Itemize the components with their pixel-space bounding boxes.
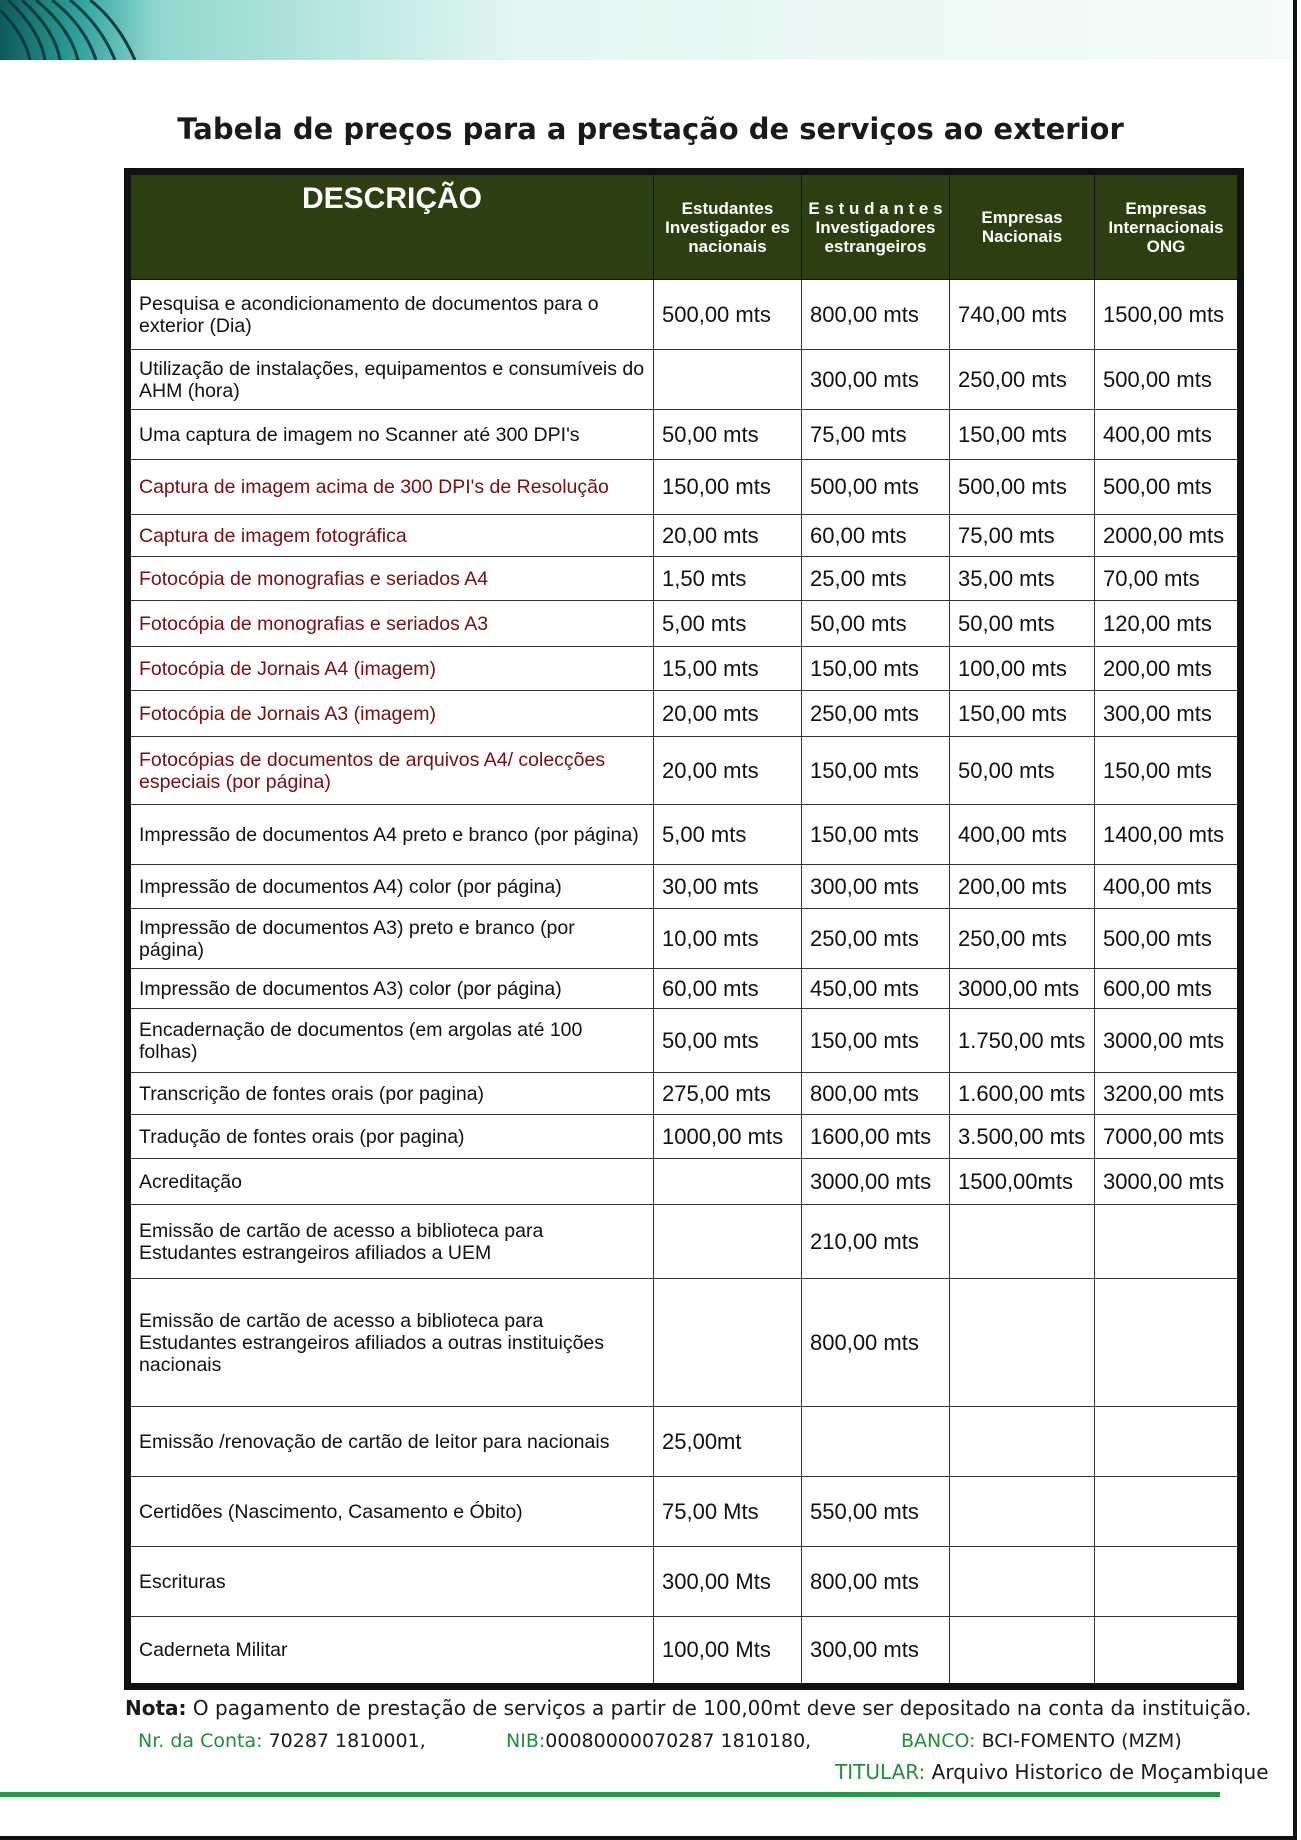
price-students-foreign: 150,00 mts — [802, 647, 950, 691]
price-students-foreign: 250,00 mts — [802, 691, 950, 737]
price-students-foreign: 800,00 mts — [802, 1279, 950, 1407]
price-companies-national — [950, 1617, 1095, 1687]
row-description: Impressão de documentos A4) color (por página) — [128, 865, 654, 909]
price-companies-national: 250,00 mts — [950, 350, 1095, 410]
price-students-foreign: 300,00 mts — [802, 1617, 950, 1687]
row-description: Acreditação — [128, 1159, 654, 1205]
price-companies-national: 100,00 mts — [950, 647, 1095, 691]
footer-divider — [0, 1792, 1220, 1797]
table-row — [128, 1205, 1241, 1279]
price-students-foreign: 60,00 mts — [802, 515, 950, 557]
price-students-foreign: 150,00 mts — [802, 1009, 950, 1073]
price-companies-national: 200,00 mts — [950, 865, 1095, 909]
account-holder — [835, 1760, 1269, 1784]
row-description: Escrituras — [128, 1547, 654, 1617]
row-description: Certidões (Nascimento, Casamento e Óbito) — [128, 1477, 654, 1547]
nib-value: 00080000070287 1810180, — [545, 1730, 812, 1752]
price-companies-national — [950, 1407, 1095, 1477]
table-row — [128, 601, 1241, 647]
bank-label: BANCO: — [901, 1730, 976, 1752]
price-students-foreign: 550,00 mts — [802, 1477, 950, 1547]
note-text: O pagamento de prestação de serviços a partir de 100,00mt deve ser depositado na conta da instituição. — [186, 1696, 1252, 1720]
price-companies-international — [1095, 1205, 1241, 1279]
price-students-foreign: 300,00 mts — [802, 865, 950, 909]
row-description: Emissão de cartão de acesso a biblioteca para Estudantes estrangeiros afiliados a UEM — [128, 1205, 654, 1279]
price-students-national: 5,00 mts — [654, 805, 802, 865]
price-students-foreign: 50,00 mts — [802, 601, 950, 647]
table-row — [128, 410, 1241, 460]
price-companies-national: 75,00 mts — [950, 515, 1095, 557]
price-students-national — [654, 1279, 802, 1407]
price-companies-international: 150,00 mts — [1095, 737, 1241, 805]
price-companies-national: 50,00 mts — [950, 737, 1095, 805]
price-companies-international: 3000,00 mts — [1095, 1009, 1241, 1073]
price-companies-national: 50,00 mts — [950, 601, 1095, 647]
price-companies-international — [1095, 1617, 1241, 1687]
price-students-foreign: 3000,00 mts — [802, 1159, 950, 1205]
price-companies-national: 250,00 mts — [950, 909, 1095, 969]
payment-note — [125, 1696, 1251, 1720]
page-title: Tabela de preços para a prestação de serviços ao exterior — [177, 112, 1124, 146]
price-students-national: 5,00 mts — [654, 601, 802, 647]
row-description: Utilização de instalações, equipamentos e consumíveis do AHM (hora) — [128, 350, 654, 410]
price-companies-national: 1.750,00 mts — [950, 1009, 1095, 1073]
row-description: Uma captura de imagem no Scanner até 300 DPI's — [128, 410, 654, 460]
price-students-national — [654, 350, 802, 410]
price-companies-international: 400,00 mts — [1095, 865, 1241, 909]
price-students-national: 30,00 mts — [654, 865, 802, 909]
price-companies-international: 70,00 mts — [1095, 557, 1241, 601]
price-students-foreign: 800,00 mts — [802, 1547, 950, 1617]
holder-label: TITULAR: — [835, 1760, 926, 1784]
price-students-national: 15,00 mts — [654, 647, 802, 691]
header-band — [0, 0, 1293, 60]
nib-label: NIB: — [506, 1730, 546, 1752]
price-companies-national: 400,00 mts — [950, 805, 1095, 865]
price-companies-national — [950, 1547, 1095, 1617]
table-row — [128, 865, 1241, 909]
table-row — [128, 1159, 1241, 1205]
price-students-foreign: 800,00 mts — [802, 280, 950, 350]
price-students-national: 500,00 mts — [654, 280, 802, 350]
table-row — [128, 460, 1241, 515]
table-body — [128, 280, 1241, 1687]
price-students-national: 1000,00 mts — [654, 1115, 802, 1159]
row-description: Captura de imagem fotográfica — [128, 515, 654, 557]
header-companies-international: Empresas Internacionais ONG — [1095, 172, 1241, 280]
price-students-foreign: 150,00 mts — [802, 805, 950, 865]
price-companies-national: 740,00 mts — [950, 280, 1095, 350]
row-description: Caderneta Militar — [128, 1617, 654, 1687]
price-companies-international: 7000,00 mts — [1095, 1115, 1241, 1159]
price-companies-international: 500,00 mts — [1095, 350, 1241, 410]
price-students-foreign — [802, 1407, 950, 1477]
price-companies-international — [1095, 1407, 1241, 1477]
price-students-national: 150,00 mts — [654, 460, 802, 515]
price-companies-international: 1400,00 mts — [1095, 805, 1241, 865]
price-students-foreign: 1600,00 mts — [802, 1115, 950, 1159]
price-companies-international: 400,00 mts — [1095, 410, 1241, 460]
price-students-foreign: 25,00 mts — [802, 557, 950, 601]
price-companies-international — [1095, 1279, 1241, 1407]
row-description: Transcrição de fontes orais (por pagina) — [128, 1073, 654, 1115]
header-companies-national: Empresas Nacionais — [950, 172, 1095, 280]
header-descricao: DESCRIÇÃO — [128, 172, 654, 280]
price-companies-national: 1500,00mts — [950, 1159, 1095, 1205]
table-row — [128, 1407, 1241, 1477]
table-row — [128, 909, 1241, 969]
row-description: Captura de imagem acima de 300 DPI's de Resolução — [128, 460, 654, 515]
price-students-national: 20,00 mts — [654, 737, 802, 805]
bank-value: BCI-FOMENTO (MZM) — [975, 1730, 1182, 1752]
price-companies-international: 3000,00 mts — [1095, 1159, 1241, 1205]
note-label: Nota: — [125, 1696, 187, 1720]
price-companies-national — [950, 1205, 1095, 1279]
price-companies-international: 600,00 mts — [1095, 969, 1241, 1009]
table-row — [128, 1617, 1241, 1687]
row-description: Emissão /renovação de cartão de leitor para nacionais — [128, 1407, 654, 1477]
price-companies-international: 500,00 mts — [1095, 460, 1241, 515]
table-row — [128, 1279, 1241, 1407]
price-students-national: 75,00 Mts — [654, 1477, 802, 1547]
price-students-national: 10,00 mts — [654, 909, 802, 969]
table-row — [128, 737, 1241, 805]
table-row — [128, 969, 1241, 1009]
price-students-foreign: 450,00 mts — [802, 969, 950, 1009]
price-students-national: 300,00 Mts — [654, 1547, 802, 1617]
account-number — [138, 1730, 426, 1752]
price-companies-national: 150,00 mts — [950, 691, 1095, 737]
price-students-foreign: 210,00 mts — [802, 1205, 950, 1279]
account-label: Nr. da Conta: — [138, 1730, 263, 1752]
row-description: Fotocópia de monografias e seriados A4 — [128, 557, 654, 601]
price-students-national: 50,00 mts — [654, 1009, 802, 1073]
table-row — [128, 280, 1241, 350]
table-row — [128, 691, 1241, 737]
bank-name — [901, 1730, 1182, 1752]
row-description: Fotocópia de monografias e seriados A3 — [128, 601, 654, 647]
price-students-national: 20,00 mts — [654, 515, 802, 557]
price-companies-international: 300,00 mts — [1095, 691, 1241, 737]
table-row — [128, 1547, 1241, 1617]
price-companies-international: 3200,00 mts — [1095, 1073, 1241, 1115]
price-companies-international — [1095, 1477, 1241, 1547]
price-students-foreign: 75,00 mts — [802, 410, 950, 460]
price-companies-international: 2000,00 mts — [1095, 515, 1241, 557]
nib-number — [506, 1730, 811, 1752]
row-description: Tradução de fontes orais (por pagina) — [128, 1115, 654, 1159]
table-row — [128, 1477, 1241, 1547]
row-description: Emissão de cartão de acesso a biblioteca para Estudantes estrangeiros afiliados a outras instituições nacionais — [128, 1279, 654, 1407]
price-table — [124, 168, 1244, 1690]
row-description: Impressão de documentos A3) preto e branco (por página) — [128, 909, 654, 969]
table-row — [128, 1115, 1241, 1159]
price-students-national: 275,00 mts — [654, 1073, 802, 1115]
row-description: Fotocópia de Jornais A4 (imagem) — [128, 647, 654, 691]
price-companies-national: 35,00 mts — [950, 557, 1095, 601]
price-companies-international: 200,00 mts — [1095, 647, 1241, 691]
price-companies-national: 500,00 mts — [950, 460, 1095, 515]
decorative-stripes — [0, 0, 150, 60]
price-students-foreign: 150,00 mts — [802, 737, 950, 805]
row-description: Fotocópia de Jornais A3 (imagem) — [128, 691, 654, 737]
price-students-national — [654, 1159, 802, 1205]
table-row — [128, 805, 1241, 865]
price-students-national: 60,00 mts — [654, 969, 802, 1009]
table-row — [128, 350, 1241, 410]
price-companies-national: 150,00 mts — [950, 410, 1095, 460]
price-companies-international: 120,00 mts — [1095, 601, 1241, 647]
table-row — [128, 515, 1241, 557]
table-row — [128, 557, 1241, 601]
table-row — [128, 647, 1241, 691]
header-students-national: Estudantes Investigador es nacionais — [654, 172, 802, 280]
row-description: Impressão de documentos A4 preto e branco (por página) — [128, 805, 654, 865]
row-description: Encadernação de documentos (em argolas até 100 folhas) — [128, 1009, 654, 1073]
price-companies-national — [950, 1477, 1095, 1547]
price-companies-international: 500,00 mts — [1095, 909, 1241, 969]
price-students-national: 50,00 mts — [654, 410, 802, 460]
table-row — [128, 1009, 1241, 1073]
price-students-national: 25,00mt — [654, 1407, 802, 1477]
price-companies-national: 1.600,00 mts — [950, 1073, 1095, 1115]
price-companies-national: 3000,00 mts — [950, 969, 1095, 1009]
table-row — [128, 1073, 1241, 1115]
price-students-foreign: 250,00 mts — [802, 909, 950, 969]
price-companies-international — [1095, 1547, 1241, 1617]
price-students-national — [654, 1205, 802, 1279]
price-students-foreign: 800,00 mts — [802, 1073, 950, 1115]
row-description: Pesquisa e acondicionamento de documentos para o exterior (Dia) — [128, 280, 654, 350]
table-header-row — [128, 172, 1241, 280]
price-companies-national — [950, 1279, 1095, 1407]
price-students-national: 20,00 mts — [654, 691, 802, 737]
price-students-foreign: 500,00 mts — [802, 460, 950, 515]
row-description: Fotocópias de documentos de arquivos A4/ colecções especiais (por página) — [128, 737, 654, 805]
price-students-national: 1,50 mts — [654, 557, 802, 601]
holder-value: Arquivo Historico de Moçambique — [925, 1760, 1269, 1784]
price-companies-national: 3.500,00 mts — [950, 1115, 1095, 1159]
price-students-national: 100,00 Mts — [654, 1617, 802, 1687]
header-students-foreign: E s t u d a n t e s Investigadores estrangeiros — [802, 172, 950, 280]
account-value: 70287 1810001, — [262, 1730, 426, 1752]
price-companies-international: 1500,00 mts — [1095, 280, 1241, 350]
row-description: Impressão de documentos A3) color (por página) — [128, 969, 654, 1009]
price-students-foreign: 300,00 mts — [802, 350, 950, 410]
